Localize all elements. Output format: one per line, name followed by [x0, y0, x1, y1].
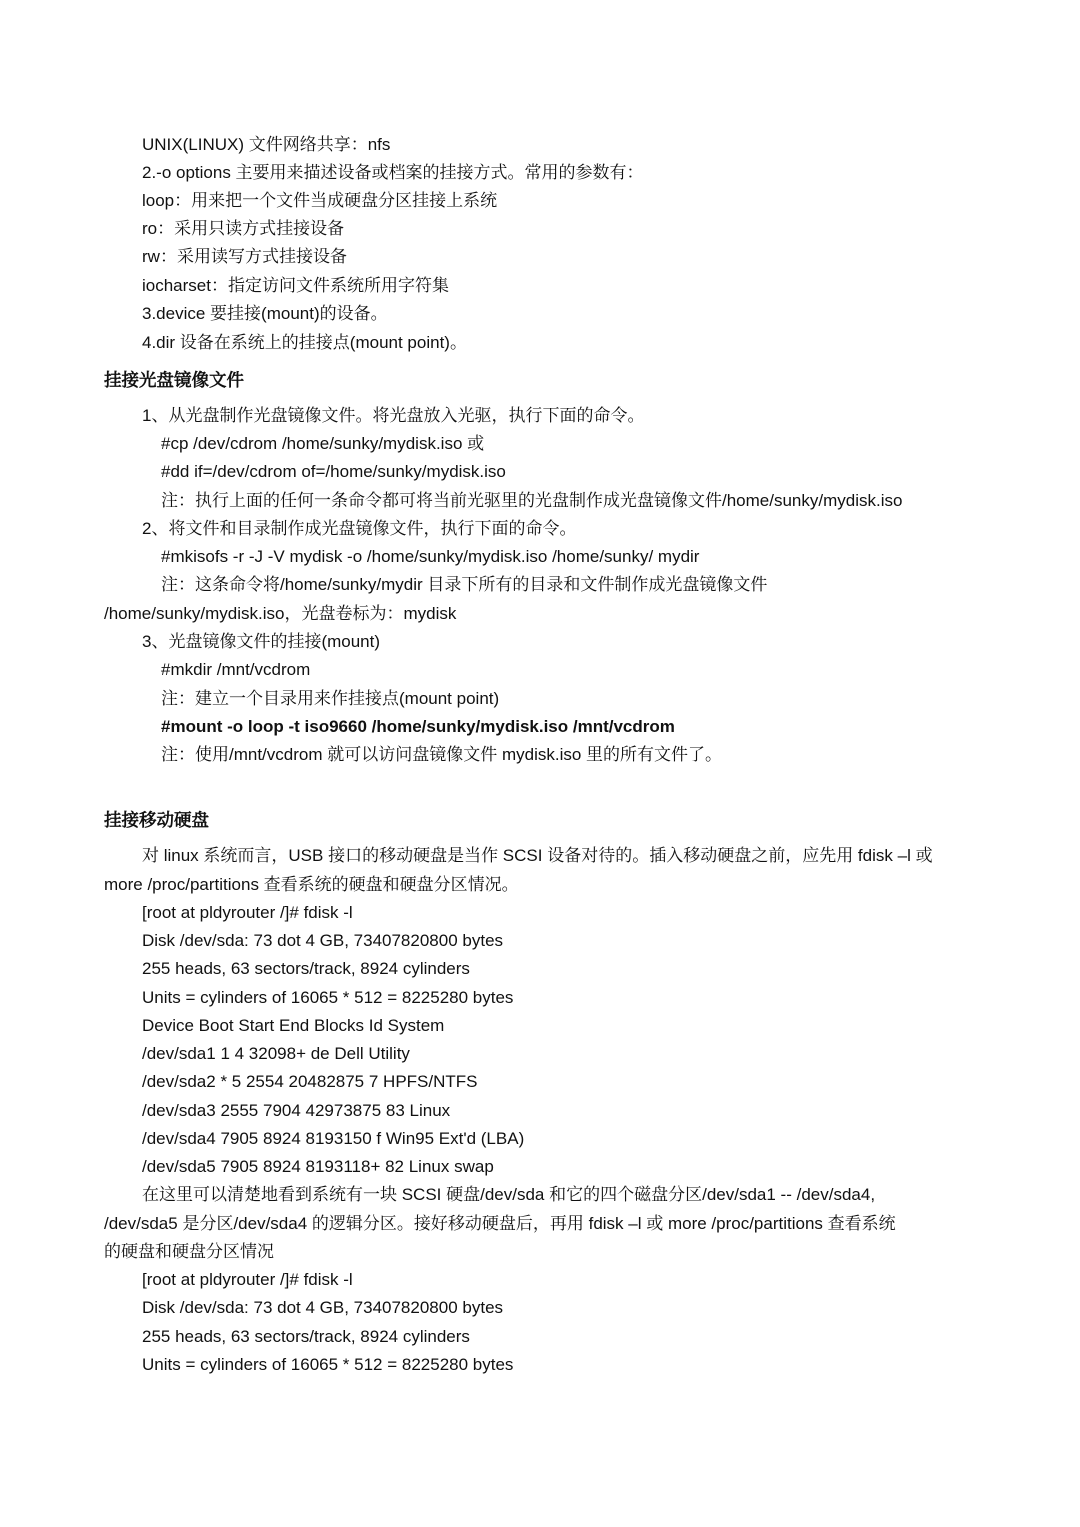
option-line-o: 2.-o options 主要用来描述设备或档案的挂接方式。常用的参数有： — [142, 163, 644, 182]
usb-para-2-line-3: 的硬盘和硬盘分区情况 — [104, 1242, 274, 1261]
section-heading-iso: 挂接光盘镜像文件 — [104, 370, 244, 390]
iso-cmd-cp: #cp /dev/cdrom /home/sunky/mydisk.iso 或 — [161, 434, 485, 453]
usb-para-2-line-1: 在这里可以清楚地看到系统有一块 SCSI 硬盘/dev/sda 和它的四个磁盘分区/dev/sda1 -- /dev/sda4, — [142, 1185, 876, 1204]
iso-note-3: 注：建立一个目录用来作挂接点(mount point) — [161, 689, 500, 708]
console-line: Units = cylinders of 16065 * 512 = 8225280 bytes — [142, 1355, 514, 1374]
console-line: [root at pldyrouter /]# fdisk -l — [142, 903, 353, 922]
option-line-ro: ro：采用只读方式挂接设备 — [142, 219, 345, 238]
option-line-loop: loop：用来把一个文件当成硬盘分区挂接上系统 — [142, 191, 498, 210]
console-line: /dev/sda1 1 4 32098+ de Dell Utility — [142, 1044, 410, 1063]
iso-note-1: 注：执行上面的任何一条命令都可将当前光驱里的光盘制作成光盘镜像文件/home/sunky/mydisk.iso — [161, 491, 903, 510]
iso-step-2: 2、将文件和目录制作成光盘镜像文件，执行下面的命令。 — [142, 519, 577, 538]
option-line-nfs: UNIX(LINUX) 文件网络共享：nfs — [142, 135, 391, 154]
iso-cmd-dd: #dd if=/dev/cdrom of=/home/sunky/mydisk.iso — [161, 462, 506, 481]
console-line: Disk /dev/sda: 73 dot 4 GB, 73407820800 bytes — [142, 1298, 504, 1317]
console-line: 255 heads, 63 sectors/track, 8924 cylinders — [142, 1327, 470, 1346]
option-line-iocharset: iocharset：指定访问文件系统所用字符集 — [142, 276, 449, 295]
iso-cmd-mkisofs: #mkisofs -r -J -V mydisk -o /home/sunky/mydisk.iso /home/sunky/ mydir — [161, 547, 700, 566]
iso-cmd-mount: #mount -o loop -t iso9660 /home/sunky/mydisk.iso /mnt/vcdrom — [161, 717, 675, 736]
iso-step-3: 3、光盘镜像文件的挂接(mount) — [142, 632, 381, 651]
console-line: [root at pldyrouter /]# fdisk -l — [142, 1270, 353, 1289]
console-line: /dev/sda5 7905 8924 8193118+ 82 Linux swap — [142, 1157, 494, 1176]
iso-cmd-mkdir: #mkdir /mnt/vcdrom — [161, 660, 311, 679]
section-heading-usb: 挂接移动硬盘 — [104, 810, 209, 830]
console-line: Device Boot Start End Blocks Id System — [142, 1016, 445, 1035]
usb-para-2-line-2: /dev/sda5 是分区/dev/sda4 的逻辑分区。接好移动硬盘后，再用 fdisk –l 或 more /proc/partitions 查看系统 — [104, 1214, 896, 1233]
iso-note-2: 注：这条命令将/home/sunky/mydir 目录下所有的目录和文件制作成光盘镜像文件 — [161, 575, 768, 594]
option-line-rw: rw：采用读写方式挂接设备 — [142, 247, 347, 266]
option-line-dir: 4.dir 设备在系统上的挂接点(mount point)。 — [142, 333, 467, 352]
usb-para-1-line-2: more /proc/partitions 查看系统的硬盘和硬盘分区情况。 — [104, 875, 519, 894]
console-line: Units = cylinders of 16065 * 512 = 8225280 bytes — [142, 988, 514, 1007]
console-line: 255 heads, 63 sectors/track, 8924 cylinders — [142, 959, 470, 978]
option-line-device: 3.device 要挂接(mount)的设备。 — [142, 304, 388, 323]
usb-para-1-line-1: 对 linux 系统而言，USB 接口的移动硬盘是当作 SCSI 设备对待的。插入移动硬盘之前，应先用 fdisk –l 或 — [142, 846, 933, 865]
iso-note-2-cont: /home/sunky/mydisk.iso，光盘卷标为：mydisk — [104, 604, 457, 623]
iso-step-1: 1、从光盘制作光盘镜像文件。将光盘放入光驱，执行下面的命令。 — [142, 406, 645, 425]
console-line: /dev/sda3 2555 7904 42973875 83 Linux — [142, 1101, 451, 1120]
console-line: Disk /dev/sda: 73 dot 4 GB, 73407820800 bytes — [142, 931, 504, 950]
iso-note-4: 注：使用/mnt/vcdrom 就可以访问盘镜像文件 mydisk.iso 里的所有文件了。 — [161, 745, 723, 764]
console-line: /dev/sda4 7905 8924 8193150 f Win95 Ext'd (LBA) — [142, 1129, 525, 1148]
console-line: /dev/sda2 * 5 2554 20482875 7 HPFS/NTFS — [142, 1072, 478, 1091]
